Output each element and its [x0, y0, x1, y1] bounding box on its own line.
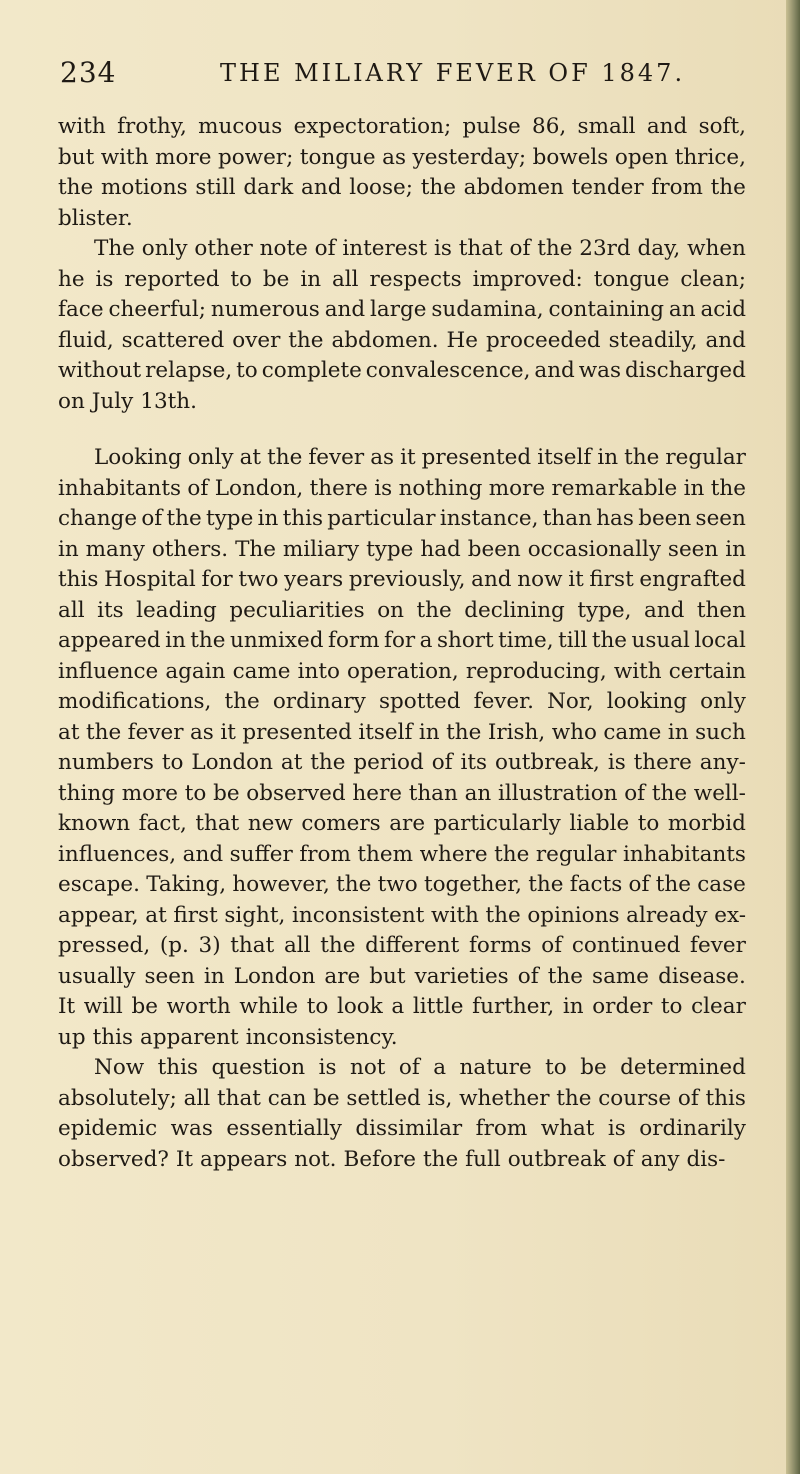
paragraph	[58, 112, 746, 234]
text-line: It will be worth while to look a little further, in order to clear	[58, 994, 746, 1019]
page-edge-shadow	[786, 0, 800, 1474]
text-line: all its leading peculiarities on the declining type, and then	[58, 597, 746, 623]
text-line: the motions still dark and loose; the abdomen tender from the	[58, 175, 746, 200]
text-line: at the fever as it presented itself in the Irish, who came in such	[58, 719, 746, 745]
text-line: inhabitants of London, there is nothing more remarkable in the	[58, 475, 746, 501]
text-line: appear, at first sight, inconsistent with the opinions already ex-	[58, 902, 746, 928]
paragraph	[58, 234, 746, 417]
page-number: 234	[60, 56, 117, 89]
text-line: Now this question is not of a nature to be determined	[94, 1055, 746, 1080]
text-line: modifications, the ordinary spotted fever. Nor, looking only	[58, 689, 746, 714]
text-line: influence again came into operation, reproducing, with certain	[58, 658, 746, 684]
text-line: but with more power; tongue as yesterday; bowels open thrice,	[58, 144, 746, 170]
body-text	[58, 112, 746, 1175]
text-line: absolutely; all that can be settled is, whether the course of this	[58, 1085, 746, 1111]
text-line: with frothy, mucous expectoration; pulse 86, small and soft,	[58, 114, 746, 139]
text-line: usually seen in London are but varieties of the same disease.	[58, 963, 746, 989]
text-line: this Hospital for two years previously, and now it first engrafted	[58, 567, 746, 592]
running-head: THE MILIARY FEVER OF 1847.	[220, 59, 686, 87]
paragraph	[58, 443, 746, 1053]
text-line: known fact, that new comers are particularly liable to morbid	[58, 811, 746, 836]
paragraph-gap	[58, 417, 746, 443]
page-header	[60, 56, 740, 96]
text-line: influences, and suffer from them where the regular inhabitants	[58, 841, 746, 867]
text-line: escape. Taking, however, the two together, the facts of the case	[58, 872, 746, 897]
text-line: epidemic was essentially dissimilar from what is ordinarily	[58, 1116, 746, 1141]
text-line: The only other note of interest is that of the 23rd day, when	[94, 236, 746, 261]
text-line: up this apparent inconsistency.	[58, 1024, 398, 1050]
text-line: on July 13th.	[58, 388, 197, 414]
text-line: observed? It appears not. Before the full outbreak of any dis-	[58, 1146, 726, 1172]
text-line: thing more to be observed here than an illustration of the well-	[58, 780, 746, 806]
text-line: change of the type in this particular instance, than has been seen	[58, 506, 746, 531]
text-line: appeared in the unmixed form for a short time, till the usual local	[58, 628, 746, 653]
text-line: blister.	[58, 205, 133, 231]
text-line: face cheerful; numerous and large sudamina, containing an acid	[58, 297, 746, 322]
text-line: Looking only at the fever as it presented itself in the regular	[94, 445, 746, 470]
text-line: in many others. The miliary type had been occasionally seen in	[58, 536, 746, 562]
text-line: without relapse, to complete convalescence, and was discharged	[58, 358, 746, 383]
text-line: numbers to London at the period of its outbreak, is there any-	[58, 750, 746, 775]
text-line: he is reported to be in all respects improved: tongue clean;	[58, 266, 746, 292]
text-line: fluid, scattered over the abdomen. He proceeded steadily, and	[58, 327, 746, 353]
paragraph	[58, 1053, 746, 1175]
text-line: pressed, (p. 3) that all the different forms of continued fever	[58, 933, 746, 958]
